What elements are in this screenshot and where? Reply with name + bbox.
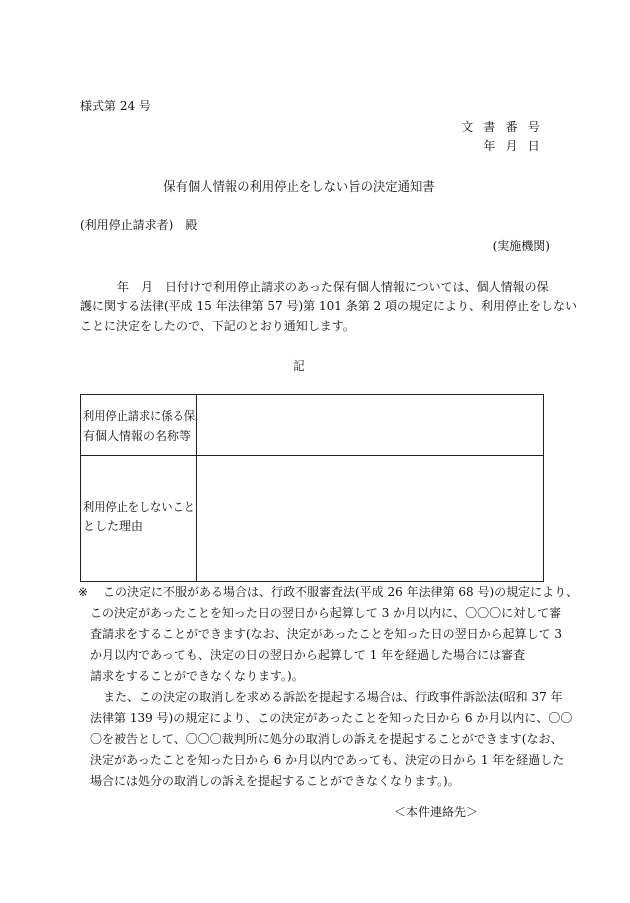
- note-line: 場合には処分の取消しの訴えを提起することができなくなります。)。: [90, 774, 460, 788]
- note-line: か月以内であっても、決定の日の翌日から起算して 1 年を経過した場合には審査: [90, 648, 526, 662]
- row-label-cell: [81, 395, 197, 455]
- row-label-line: とした理由: [83, 519, 144, 533]
- row-label-cell: [81, 456, 197, 582]
- note-mark: ※: [78, 585, 89, 599]
- document-title: 保有個人情報の利用停止をしない旨の決定通知書: [163, 180, 435, 195]
- addressee: (利用停止請求者) 殿: [80, 218, 198, 232]
- note-line: 〇を被告として、〇〇〇裁判所に処分の取消しの訴えを提起することができます(なお、: [90, 732, 563, 746]
- row-label-line: 有個人情報の名称等: [83, 429, 192, 443]
- row-label-line: 利用停止請求に係る保: [83, 409, 195, 423]
- record-table: [80, 394, 544, 582]
- body-line: 護に関する法律(平成 15 年法律第 57 号)第 101 条第 2 項の規定により、利用停止をしない: [80, 299, 577, 313]
- form-number: 様式第 24 号: [80, 99, 151, 113]
- date-label: 年月日: [483, 139, 550, 153]
- issuing-agency: (実施機関): [492, 239, 550, 253]
- contact-heading: ＜本件連絡先＞: [394, 805, 479, 819]
- note-line: この決定に不服がある場合は、行政不服審査法(平成 26 年法律第 68 号)の規定により、: [103, 585, 579, 599]
- row-label-line: 利用停止をしないこと: [83, 500, 195, 514]
- note-line: 法律第 139 号)の規定により、この決定があったことを知った日から 6 か月以内に、〇〇: [90, 711, 573, 725]
- ki-heading: 記: [293, 359, 305, 373]
- table-row: [81, 455, 543, 582]
- table-row: [81, 395, 543, 455]
- body-line: ことに決定をしたので、下記のとおり通知します。: [80, 319, 355, 333]
- document-number-label: 文書番号: [461, 120, 550, 134]
- body-line: 年 月 日付けで利用停止請求のあった保有個人情報については、個人情報の保: [117, 280, 549, 294]
- note-line: 査請求をすることができます(なお、決定があったことを知った日の翌日から起算して 3: [90, 627, 563, 641]
- note-line: 決定があったことを知った日から 6 か月以内であっても、決定の日から 1 年を経過した: [90, 753, 565, 767]
- note-line: この決定があったことを知った日の翌日から起算して 3 か月以内に、〇〇〇に対して審: [90, 606, 562, 620]
- note-line: また、この決定の取消しを求める訴訟を提起する場合は、行政事件訴訟法(昭和 37 年: [103, 690, 563, 704]
- note-line: 請求をすることができなくなります。)。: [90, 669, 304, 683]
